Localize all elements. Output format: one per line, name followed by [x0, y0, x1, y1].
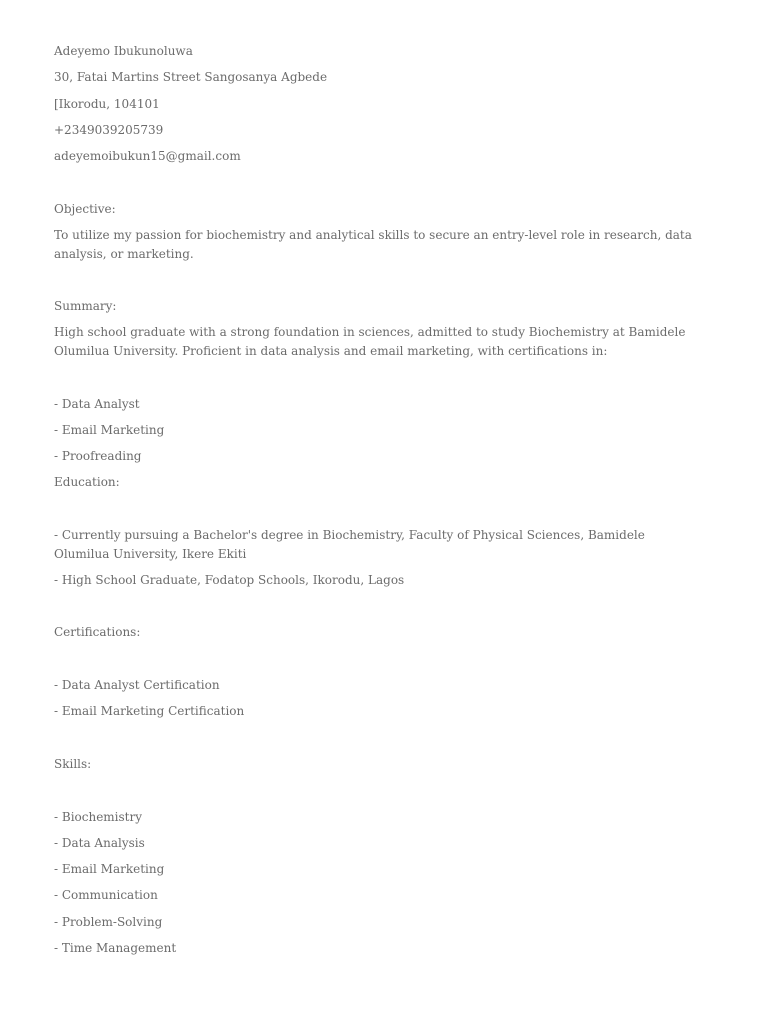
spacer	[54, 173, 694, 199]
objective-text: To utilize my passion for biochemistry and analytical skills to secure an entry-level role in research, data analysis, or marketing.	[54, 228, 692, 261]
summary-heading: Summary:	[54, 299, 117, 314]
summary-list-item: - Proofreading	[54, 449, 142, 464]
contact-email: adeyemoibukun15@gmail.com	[54, 149, 241, 164]
skills-list-item: - Email Marketing	[54, 862, 165, 877]
spacer	[54, 781, 694, 807]
contact-name: Adeyemo Ibukunoluwa	[54, 44, 193, 58]
skills-list-item: - Biochemistry	[54, 809, 143, 824]
contact-address-line2: [Ikorodu, 104101	[54, 96, 160, 111]
skills-list-item: - Problem-Solving	[54, 914, 163, 929]
skills-heading: Skills:	[54, 756, 92, 771]
spacer	[54, 271, 694, 297]
resume-document	[54, 42, 694, 965]
spacer	[54, 368, 694, 394]
spacer	[54, 500, 694, 526]
skills-list-item: - Data Analysis	[54, 835, 145, 850]
education-heading: Education:	[54, 475, 120, 490]
education-list-item: - Currently pursuing a Bachelor's degree in Biochemistry, Faculty of Physical Sciences, Bamidele Olumilua University, Ikere Ekiti	[54, 528, 645, 561]
certifications-list-item: - Data Analyst Certification	[54, 678, 220, 693]
spacer	[54, 650, 694, 676]
certifications-heading: Certifications:	[54, 625, 141, 640]
education-list-item: - High School Graduate, Fodatop Schools, Ikorodu, Lagos	[54, 572, 405, 587]
contact-phone: +2349039205739	[54, 122, 164, 137]
certifications-list-item: - Email Marketing Certification	[54, 704, 245, 719]
skills-list-item: - Communication	[54, 888, 158, 903]
contact-address-line1: 30, Fatai Martins Street Sangosanya Agbede	[54, 70, 328, 85]
summary-list-item: - Email Marketing	[54, 422, 165, 437]
summary-text: High school graduate with a strong foundation in sciences, admitted to study Biochemistry at Bamidele Olumilua University. Proficient in data analysis and email marketing, with certifications in:	[54, 325, 686, 358]
skills-list-item: - Time Management	[54, 941, 177, 955]
objective-heading: Objective:	[54, 201, 116, 216]
summary-list-item: - Data Analyst	[54, 396, 140, 411]
spacer	[54, 729, 694, 755]
spacer	[54, 597, 694, 623]
